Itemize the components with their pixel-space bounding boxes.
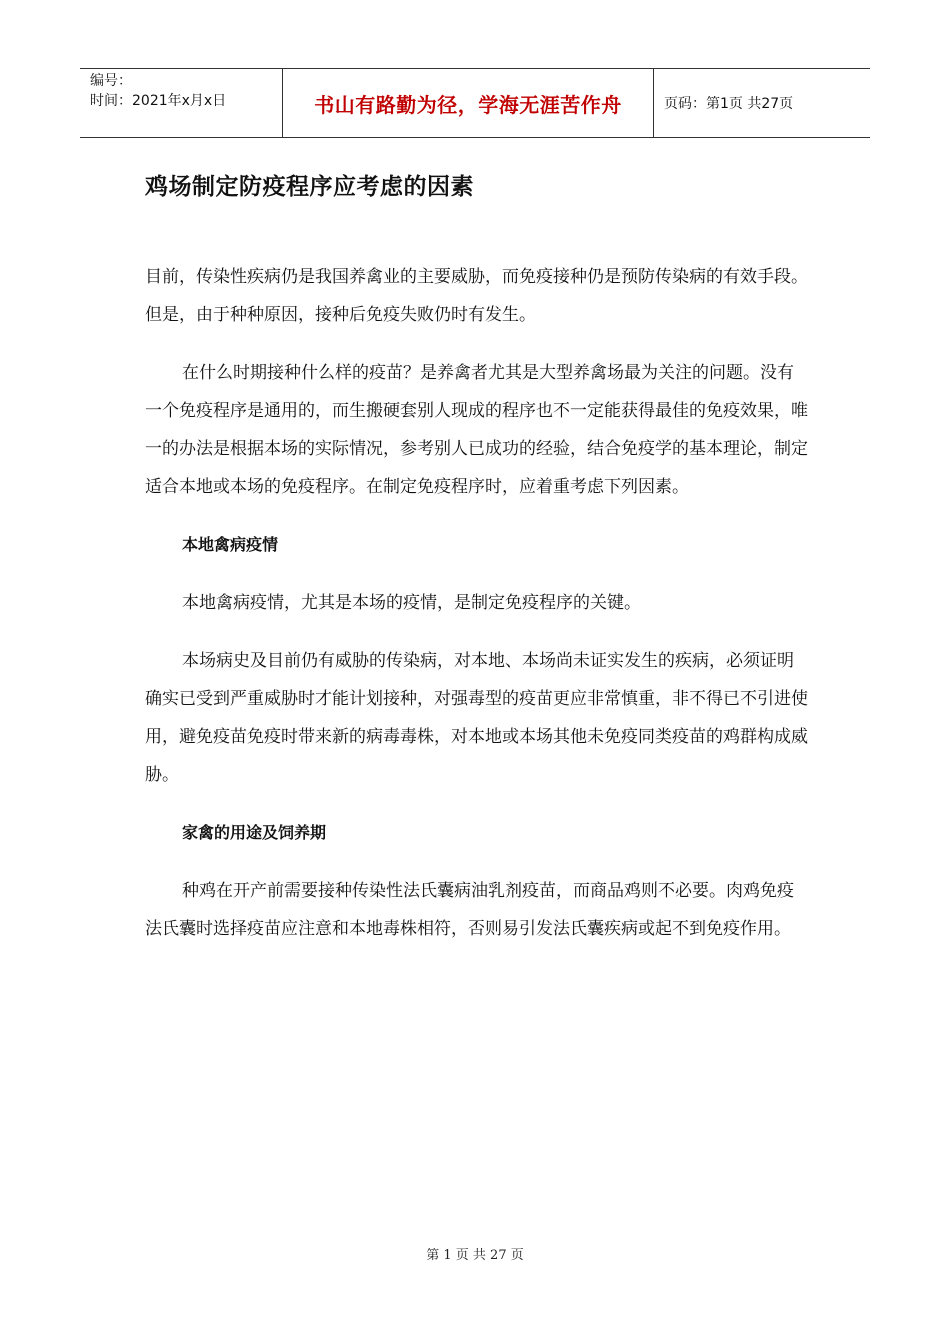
- document-title: 鸡场制定防疫程序应考虑的因素: [145, 174, 474, 200]
- header-meta: [80, 69, 282, 137]
- header-page-info: 页码：第1页 共27页: [664, 96, 794, 112]
- document-header: [80, 68, 870, 138]
- document-body: [145, 258, 810, 968]
- header-number-label: 编号：: [90, 73, 132, 89]
- paragraph-breeder-vaccine: 种鸡在开产前需要接种传染性法氏囊病油乳剂疫苗，而商品鸡则不必要。肉鸡免疫法氏囊时选择疫苗应注意和本地毒株相符，否则易引发法氏囊疾病或起不到免疫作用。: [145, 881, 794, 939]
- paragraph-schedule: 在什么时期接种什么样的疫苗？是养禽者尤其是大型养禽场最为关注的问题。没有一个免疫程序是通用的，而生搬硬套别人现成的程序也不一定能获得最佳的免疫效果，唯一的办法是根据本场的实际情况，参考别人已成功的经验，结合免疫学的基本理论，制定适合本地或本场的免疫程序。在制定免疫程序时，应着重考虑下列因素。: [145, 363, 808, 497]
- paragraph-intro: 目前，传染性疾病仍是我国养禽业的主要威胁，而免疫接种仍是预防传染病的有效手段。但是，由于种种原因，接种后免疫失败仍时有发生。: [145, 267, 808, 325]
- section-heading-local-epidemic: 本地禽病疫情: [182, 535, 279, 554]
- paragraph-farm-history: 本场病史及目前仍有威胁的传染病，对本地、本场尚未证实发生的疾病，必须证明确实已受到严重威胁时才能计划接种，对强毒型的疫苗更应非常慎重，非不得已不引进使用，避免疫苗免疫时带来新的病毒毒株，对本地或本场其他未免疫同类疫苗的鸡群构成威胁。: [145, 651, 808, 785]
- header-motto: 书山有路勤为径，学海无涯苦作舟: [282, 69, 654, 137]
- page-footer: 第 1 页 共 27 页: [426, 1248, 524, 1263]
- paragraph-local-epidemic: 本地禽病疫情，尤其是本场的疫情，是制定免疫程序的关键。: [182, 593, 641, 613]
- header-time-label: 时间：2021年x月x日: [90, 93, 227, 109]
- section-heading-poultry-use: 家禽的用途及饲养期: [182, 823, 327, 842]
